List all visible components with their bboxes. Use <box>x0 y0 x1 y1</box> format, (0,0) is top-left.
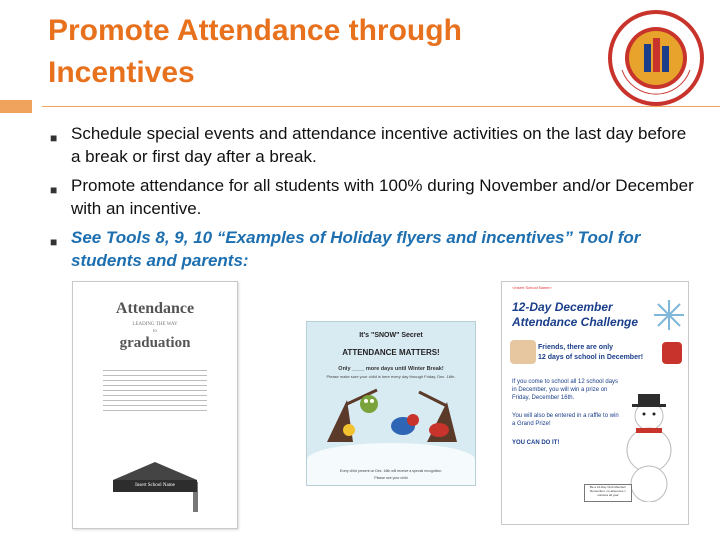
bullet-text: Schedule special events and attendance incentive activities on the last day before a break or first day after a break. <box>71 124 687 166</box>
district-seal-logo <box>606 8 706 108</box>
bullet-text[interactable]: See Tools 8, 9, 10 “Examples of Holiday flyers and incentives” Tool for students and parents: <box>71 228 641 270</box>
flyer2-only: Only ____ more days until Winter Break! <box>338 366 444 372</box>
flyer3-come-text: If you come to school all 12 school days in December, you will win a prize on Friday, December 16th. <box>512 379 619 401</box>
slide-title <box>48 10 488 94</box>
bullet-list <box>50 122 700 278</box>
slide-title-line1: Promote Attendance through <box>48 14 462 47</box>
flyer2-title2: ATTENDANCE MATTERS! <box>342 348 440 357</box>
flyer1-heading: Attendance <box>115 300 195 317</box>
kids-sledding-image <box>510 340 536 364</box>
flyer3-can-do: YOU CAN DO IT! <box>512 440 560 446</box>
graduation-cap-icon <box>113 462 197 480</box>
bullet-text: Promote attendance for all students with 100% during November and/or December with an incentive. <box>71 176 694 218</box>
flyer3-raffle-text: You will also be entered in a raffle to win a Grand Prize! <box>512 413 619 427</box>
snow-secret-flyer <box>306 321 476 486</box>
flyer3-school-tag: <Insert School Name> <box>512 285 552 290</box>
square-bullet-icon: ■ <box>50 131 58 145</box>
flyer3-title-line2: Attendance Challenge <box>512 315 639 329</box>
flyer3-friends: Friends, there are only <box>538 344 614 351</box>
flyer3-title <box>512 300 638 330</box>
flyer2-line: Please make sure your child is here every day through Friday, Dec. 16th. <box>326 374 456 379</box>
flyer2-title: It's "SNOW" Secret <box>359 332 423 339</box>
snowflake-icon <box>652 298 686 332</box>
flyer1-graduation: graduation <box>119 335 191 351</box>
square-bullet-icon: ■ <box>50 183 58 197</box>
bullet-item-tools-link[interactable] <box>50 226 700 272</box>
flyer2-footer2: Please see your child <box>374 476 408 480</box>
bullet-item <box>50 174 700 220</box>
flyer1-subheading: LEADING THE WAY <box>132 322 178 327</box>
accent-bar <box>0 100 32 113</box>
flyer1-body-text <box>103 366 207 415</box>
slide-title-line2: Incentives <box>48 56 195 89</box>
kid-skiing-image <box>662 342 682 364</box>
flyer1-school-name: Insert School Name <box>113 480 197 492</box>
bullet-item <box>50 122 700 168</box>
square-bullet-icon: ■ <box>50 235 58 249</box>
flyer1-to: to <box>153 329 157 334</box>
attendance-graduation-flyer <box>72 281 238 529</box>
flyer3-days: 12 days of school in December! <box>538 354 644 361</box>
december-challenge-flyer <box>501 281 689 525</box>
flyer3-sign: Be a 12-Day Club Member! Remember, no absences = success all year <box>584 484 632 502</box>
flyer3-title-line1: 12-Day December <box>512 300 613 314</box>
flyer2-footer: Every child present on Dec. 16th will receive a special recognition. <box>339 469 443 473</box>
